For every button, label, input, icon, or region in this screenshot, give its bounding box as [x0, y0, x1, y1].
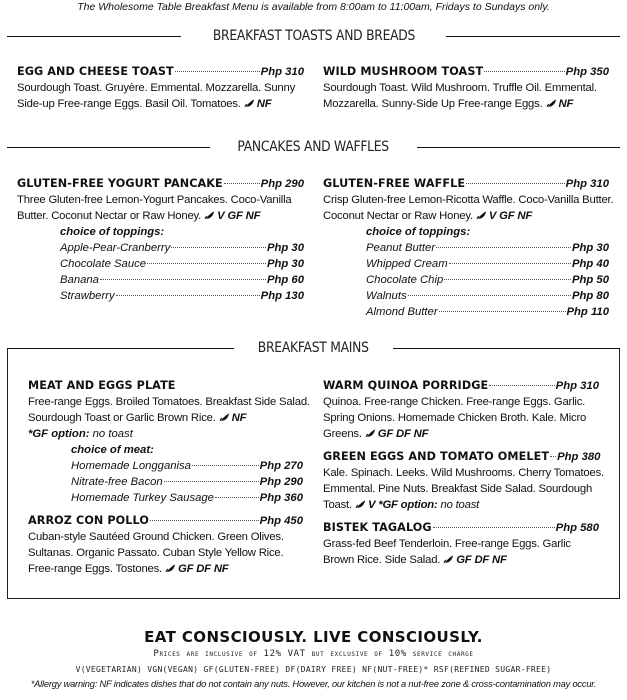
- dot-leader: [444, 279, 571, 280]
- leaf-icon: [443, 553, 454, 563]
- menu-item: [323, 176, 614, 320]
- menu-item: [28, 513, 303, 577]
- description-text: Quinoa. Free-range Chicken. Free-range Eggs. Garlic.: [323, 396, 586, 408]
- menu-item: [28, 378, 310, 506]
- toasts-left-column: [17, 64, 304, 119]
- item-header: [17, 176, 304, 192]
- dot-leader: [550, 456, 556, 457]
- section-header-toasts: [7, 28, 620, 44]
- choice-name: Nitrate-free Bacon: [71, 476, 163, 488]
- item-price: Php 580: [555, 522, 599, 534]
- dot-leader: [489, 385, 554, 386]
- section-header-mains: [7, 340, 620, 356]
- item-name: GREEN EGGS AND TOMATO OMELET: [323, 450, 550, 463]
- item-description-line: [323, 552, 599, 568]
- description-text: Free-range Eggs. Tostones.: [28, 563, 162, 575]
- gf-option: [28, 426, 303, 442]
- item-name: BISTEK TAGALOG: [323, 521, 432, 534]
- choice-price: Php 30: [571, 242, 609, 254]
- item-header: [323, 64, 609, 80]
- motto: EAT CONSCIOUSLY. LIVE CONSCIOUSLY.: [144, 628, 483, 646]
- choice-price: Php 270: [259, 460, 303, 472]
- item-description-line: [17, 192, 304, 208]
- item-price: Php 290: [260, 178, 304, 190]
- dietary-tags: NF: [558, 98, 574, 110]
- choice-name: Walnuts: [366, 290, 407, 302]
- choice-price: Php 50: [571, 274, 609, 286]
- choice-row: [60, 288, 304, 304]
- menu-item: [17, 64, 304, 112]
- item-price: Php 310: [260, 66, 304, 78]
- dot-leader: [408, 295, 571, 296]
- leaf-icon: [219, 411, 230, 421]
- description-text: Greens.: [323, 428, 362, 440]
- item-description-line: [28, 545, 303, 561]
- item-description-line: [28, 410, 303, 426]
- divider: [446, 36, 620, 37]
- dot-leader: [439, 311, 566, 312]
- dot-leader: [175, 71, 260, 72]
- item-description-line: [323, 497, 599, 513]
- section-title: BREAKFAST MAINS: [246, 340, 381, 356]
- choice-row: [366, 256, 609, 272]
- item-price: Php 310: [555, 380, 599, 392]
- leaf-icon: [476, 209, 487, 219]
- choice-row: [71, 474, 303, 490]
- dot-leader: [449, 263, 571, 264]
- choice-price: Php 110: [566, 306, 609, 318]
- dot-leader: [192, 465, 259, 466]
- item-description-line: [28, 529, 303, 545]
- choice-row: [60, 256, 304, 272]
- item-header: [28, 513, 303, 529]
- dietary-legend: V(VEGETARIAN) VGN(VEGAN) GF(GLUTEN-FREE) DF(DAIRY FREE) NF(NUT-FREE)* RSF(REFINED SUGAR-FREE): [75, 665, 552, 674]
- description-text: Grass-fed Beef Tenderloin. Free-range Eggs. Garlic: [323, 538, 571, 550]
- choice-price: Php 290: [259, 476, 303, 488]
- choice-price: Php 80: [571, 290, 609, 302]
- dietary-tags: GF DF NF: [456, 554, 507, 566]
- pancakes-right-column: [323, 176, 614, 327]
- dot-leader: [116, 295, 260, 296]
- choice-label: choice of toppings:: [366, 226, 471, 238]
- description-text: Crisp Gluten-free Lemon-Ricotta Waffle. Coco-Vanilla Butter.: [323, 194, 614, 206]
- item-price: Php 380: [557, 451, 601, 463]
- description-text: Sourdough Toast. Gruyère. Emmental. Mozzarella. Sunny: [17, 82, 296, 94]
- item-name: GLUTEN-FREE YOGURT PANCAKE: [17, 177, 223, 190]
- description-text: Free-range Eggs. Broiled Tomatoes. Breakfast Side Salad.: [28, 396, 310, 408]
- gf-option-label: *GF option:: [378, 499, 438, 511]
- item-description-line: [323, 192, 614, 208]
- item-name: WARM QUINOA PORRIDGE: [323, 379, 489, 392]
- choice-row: [366, 304, 609, 320]
- choice-name: Homemade Turkey Sausage: [71, 492, 214, 504]
- dot-leader: [171, 247, 266, 248]
- dot-leader: [436, 247, 571, 248]
- choice-price: Php 30: [266, 242, 304, 254]
- choice-row: [71, 458, 303, 474]
- choices-list: [28, 442, 303, 506]
- divider: [7, 147, 210, 148]
- leaf-icon: [355, 498, 366, 508]
- dot-leader: [215, 497, 259, 498]
- dietary-tags: V GF NF: [217, 210, 261, 222]
- item-description-line: [323, 465, 604, 481]
- choice-price: Php 30: [266, 258, 304, 270]
- dietary-tags: NF: [231, 412, 247, 424]
- gf-option-label: *GF option:: [28, 428, 90, 440]
- item-description-line: [323, 426, 599, 442]
- description-text: Butter. Coconut Nectar or Raw Honey.: [17, 210, 202, 222]
- description-text: Sourdough Toast or Garlic Brown Rice.: [28, 412, 216, 424]
- menu-item: [17, 176, 304, 304]
- item-description-line: [323, 410, 599, 426]
- dot-leader: [147, 263, 266, 264]
- section-header-pancakes: [7, 139, 620, 155]
- description-text: Cuban-style Sautéed Ground Chicken. Green Olives.: [28, 531, 284, 543]
- pancakes-left-column: [17, 176, 304, 311]
- dietary-tags: NF: [256, 98, 272, 110]
- leaf-icon: [546, 97, 557, 107]
- dot-leader: [164, 481, 259, 482]
- item-header: [323, 378, 599, 394]
- description-text: Sultanas. Organic Passato. Cuban Style Yellow Rice.: [28, 547, 284, 559]
- divider: [7, 348, 234, 349]
- item-name: WILD MUSHROOM TOAST: [323, 65, 484, 78]
- description-text: Sourdough Toast. Wild Mushroom. Truffle Oil. Emmental.: [323, 82, 597, 94]
- item-price: Php 450: [259, 515, 303, 527]
- choice-name: Peanut Butter: [366, 242, 436, 254]
- choice-name: Banana: [60, 274, 99, 286]
- choice-row: [366, 240, 609, 256]
- description-text: Spring Onions. Homemade Chicken Broth. Kale. Micro: [323, 412, 587, 424]
- dietary-tags: V: [367, 499, 376, 511]
- item-description-line: [17, 80, 304, 96]
- description-text: Emmental. Pine Nuts. Breakfast Side Salad. Sourdough: [323, 483, 593, 495]
- choice-name: Strawberry: [60, 290, 115, 302]
- choice-price: Php 360: [259, 492, 303, 504]
- choice-label: choice of meat:: [71, 444, 154, 456]
- description-text: Side-up Free-range Eggs. Basil Oil. Tomatoes.: [17, 98, 241, 110]
- description-text: Kale. Spinach. Leeks. Wild Mushrooms. Cherry Tomatoes.: [323, 467, 604, 479]
- gf-option-text: no toast: [92, 428, 133, 440]
- mains-left-column: [28, 378, 310, 584]
- item-description-line: [323, 394, 599, 410]
- dietary-tags: V GF NF: [488, 210, 533, 222]
- dot-leader: [433, 527, 555, 528]
- divider: [393, 348, 620, 349]
- item-description-line: [17, 96, 304, 112]
- choice-name: Apple-Pear-Cranberry: [60, 242, 171, 254]
- dietary-tags: GF DF NF: [377, 428, 429, 440]
- choice-row: [60, 272, 304, 288]
- item-price: Php 350: [565, 66, 609, 78]
- item-name: EGG AND CHEESE TOAST: [17, 65, 174, 78]
- description-text: Brown Rice. Side Salad.: [323, 554, 441, 566]
- choice-price: Php 60: [266, 274, 304, 286]
- gf-option-text: no toast: [440, 499, 480, 511]
- divider: [7, 36, 181, 37]
- leaf-icon: [165, 562, 176, 572]
- divider: [417, 147, 620, 148]
- menu-item: [323, 449, 604, 513]
- dot-leader: [150, 520, 259, 521]
- toasts-right-column: [323, 64, 609, 119]
- item-header: [323, 449, 599, 465]
- choice-label: choice of toppings:: [60, 226, 165, 238]
- choices-list: [17, 224, 304, 304]
- item-name: GLUTEN-FREE WAFFLE: [323, 177, 466, 190]
- choice-name: Almond Butter: [366, 306, 438, 318]
- item-header: [17, 64, 304, 80]
- dot-leader: [100, 279, 266, 280]
- item-name: ARROZ CON POLLO: [28, 514, 149, 527]
- mains-right-column: [323, 378, 604, 575]
- item-description-line: [323, 80, 609, 96]
- description-text: Mozzarella. Sunny-Side Up Free-range Eggs.: [323, 98, 543, 110]
- description-text: Coconut Nectar or Raw Honey.: [323, 210, 473, 222]
- prices-note: Prices are inclusive of 12% VAT but exclusive of 10% service charge: [153, 649, 474, 659]
- choice-name: Chocolate Chip: [366, 274, 444, 286]
- choice-row: [71, 490, 303, 506]
- availability-note: The Wholesome Table Breakfast Menu is available from 8:00am to 11:00am, Fridays to Sundays only.: [77, 1, 550, 13]
- leaf-icon: [204, 209, 215, 219]
- choice-row: [366, 288, 609, 304]
- choice-price: Php 40: [571, 258, 609, 270]
- description-text: Toast.: [323, 499, 352, 511]
- menu-item: [323, 378, 599, 442]
- section-title: BREAKFAST TOASTS AND BREADS: [212, 28, 415, 44]
- dot-leader: [224, 183, 260, 184]
- item-header: [323, 176, 609, 192]
- choice-name: Chocolate Sauce: [60, 258, 147, 270]
- leaf-icon: [365, 427, 376, 437]
- description-text: Three Gluten-free Lemon-Yogurt Pancakes. Coco-Vanilla: [17, 194, 292, 206]
- section-title: PANCAKES AND WAFFLES: [237, 139, 390, 155]
- choice-price: Php 130: [260, 290, 304, 302]
- choice-row: [60, 240, 304, 256]
- item-description-line: [323, 536, 599, 552]
- item-description-line: [323, 96, 609, 112]
- item-description-line: [17, 208, 304, 224]
- choice-row: [366, 272, 609, 288]
- item-description-line: [28, 561, 303, 577]
- allergy-warning: *Allergy warning: NF indicates dishes that do not contain any nuts. However, our kitchen is not a nut-free zone & cross-contamination may occur.: [30, 679, 597, 689]
- leaf-icon: [244, 97, 255, 107]
- item-header: [323, 520, 599, 536]
- choice-name: Whipped Cream: [366, 258, 448, 270]
- dot-leader: [466, 183, 565, 184]
- choices-list: [323, 224, 609, 320]
- item-header: [28, 378, 303, 394]
- dietary-tags: GF DF NF: [178, 563, 229, 575]
- choice-name: Homemade Longganisa: [71, 460, 191, 472]
- dot-leader: [484, 71, 564, 72]
- item-name: MEAT AND EGGS PLATE: [28, 379, 176, 392]
- item-description-line: [323, 208, 609, 224]
- menu-item: [323, 64, 609, 112]
- item-description-line: [323, 481, 599, 497]
- item-description-line: [28, 394, 310, 410]
- menu-item: [323, 520, 599, 568]
- item-price: Php 310: [565, 178, 609, 190]
